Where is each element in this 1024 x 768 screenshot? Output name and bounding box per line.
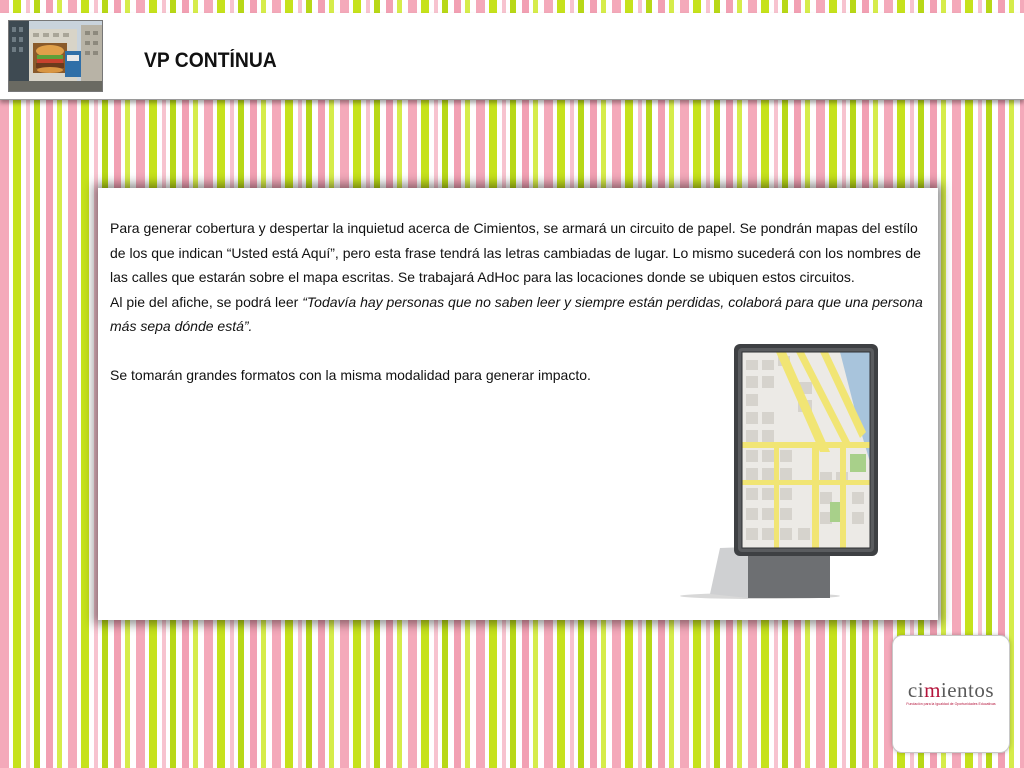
paragraph-circuit: Para generar cobertura y despertar la inquietud acerca de Cimientos, se armará un circuito de papel. Se pondrán mapas del estílo de los que indican “Usted está Aquí”, pero esta frase tendrá las letras cambiadas de lugar. Lo mismo sucederá con los nombres de las calles que estarán sobre el mapa escritas. Se trabajará AdHoc para las locaciones donde se ubiquen estos circuitos. [110,220,921,285]
billboard-building-photo [8,20,103,92]
logo-word-start: ci [907,678,925,702]
map-totem-illustration [680,342,880,600]
logo-word-end: ientos [940,678,995,702]
logo-word-accent: m [924,678,941,702]
paragraph-formats: Se tomarán grandes formatos con la misma modalidad para generar impacto. [110,367,591,383]
logo-wordmark [893,678,1009,703]
cimientos-logo [892,635,1010,753]
poster-quote: “Todavía hay personas que no saben leer y siempre están perdidas, colaborá para que una persona más sepa dónde está”. [110,293,923,334]
logo-tagline: Fundación para la Igualdad de Oportunidades Educativas [906,702,996,706]
paragraph-poster [110,290,925,339]
poster-lead-text: Al pie del afiche, se podrá leer [110,293,303,310]
header-bar [0,13,1024,100]
content-card [98,188,938,620]
page-title: VP CONTÍNUA [144,49,277,72]
